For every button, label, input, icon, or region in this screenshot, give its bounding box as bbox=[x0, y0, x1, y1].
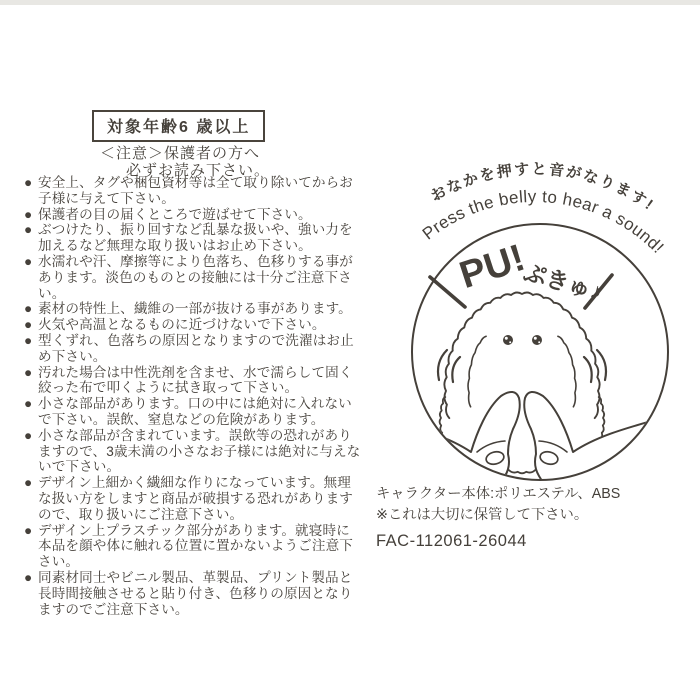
warning-list-item bbox=[24, 301, 362, 317]
keep-note-text: ※これは大切に保管して下さい。 bbox=[376, 507, 589, 523]
bullet-icon: ● bbox=[24, 222, 33, 238]
eye-left bbox=[503, 335, 513, 345]
bullet-icon: ● bbox=[24, 475, 33, 491]
bullet-icon: ● bbox=[24, 175, 33, 190]
warning-list-item bbox=[24, 475, 362, 522]
bullet-icon: ● bbox=[24, 301, 33, 317]
warning-list-item bbox=[24, 523, 362, 570]
bullet-icon: ● bbox=[24, 522, 33, 538]
warning-text: 保護者の目の届くところで遊ばせて下さい。 bbox=[38, 206, 312, 222]
head-fluff-outline bbox=[444, 292, 599, 418]
sfx-text-main: PU! bbox=[454, 236, 530, 298]
warning-text: ぶつけたり、振り回すなど乱暴な扱いや、強い力を加えるなど無理な取り扱いはお止め下さい。 bbox=[38, 222, 353, 254]
warning-text: 安全上、タグや梱包資材等は全て取り除いてからお子様に与えて下さい。 bbox=[38, 175, 353, 206]
arc-text-jp: おなかを押すと音がなります! bbox=[428, 160, 658, 215]
sound-feature-badge bbox=[365, 158, 700, 492]
material-text: キャラクター本体:ポリエステル、ABS bbox=[376, 486, 621, 502]
warning-list-item bbox=[24, 175, 362, 207]
character-illustration bbox=[383, 292, 661, 492]
notice-title: ＜注意＞保護者の方へ bbox=[100, 145, 261, 162]
bullet-icon: ● bbox=[24, 332, 33, 348]
warning-list-item bbox=[24, 207, 362, 223]
warning-list-item bbox=[24, 333, 362, 365]
warning-text: デザイン上プラスチック部分があります。就寝時に本品を顔や体に触れる位置に置かないようご注意下さい。 bbox=[38, 522, 353, 570]
warning-list-item bbox=[24, 428, 362, 475]
warning-text: 型くずれ、色落ちの原因となりますので洗濯はお止め下さい。 bbox=[38, 332, 354, 364]
warning-text: 小さな部品が含まれています。誤飲等の恐れがありますので、3歳未満の小さなお子様には絶対に与えないで下さい。 bbox=[38, 427, 361, 475]
warning-text: 同素材同士やビニル製品、革製品、プリント製品と長時間接触させると貼り付き、色移りの原因となりますのでご注意下さい。 bbox=[38, 569, 353, 617]
eye-right bbox=[532, 335, 542, 345]
bullet-icon: ● bbox=[24, 364, 33, 380]
notice-subtitle: 必ずお読み下さい。 bbox=[126, 162, 271, 179]
warning-list-item bbox=[24, 396, 362, 428]
warning-text: 小さな部品があります。口の中には絶対に入れないで下さい。誤飲、窒息などの危険があります。 bbox=[38, 396, 352, 427]
bullet-icon: ● bbox=[24, 253, 33, 269]
cheek-line-right bbox=[558, 336, 576, 407]
warnings-list bbox=[24, 175, 362, 617]
age-limit-text: 対象年齢6 歳以上 bbox=[107, 119, 251, 136]
footer-block bbox=[376, 484, 620, 552]
warning-list-item bbox=[24, 317, 362, 333]
bullet-icon: ● bbox=[24, 396, 33, 412]
warning-text: 水濡れや汗、摩擦等により色落ち、色移りする事があります。淡色のものとの接触には十分ご注意下さい。 bbox=[38, 253, 353, 301]
cheek-line-left bbox=[468, 336, 486, 407]
warning-list-item bbox=[24, 365, 362, 397]
bullet-icon: ● bbox=[24, 569, 33, 585]
sfx-text-sub: ぷきゅ♪ bbox=[520, 259, 606, 305]
warning-list-item bbox=[24, 254, 362, 301]
bullet-icon: ● bbox=[24, 317, 33, 333]
age-limit-box bbox=[92, 110, 265, 142]
warning-text: 火気や高温となるものに近づけないで下さい。 bbox=[38, 317, 326, 333]
emphasis-slash-left bbox=[430, 277, 465, 307]
scan-top-strip bbox=[0, 0, 700, 5]
warning-list-item bbox=[24, 222, 362, 254]
warning-text: 汚れた場合は中性洗剤を含ませ、水で濡らして固く絞った布で叩くように拭き取って下さい。 bbox=[38, 364, 353, 396]
product-code: FAC-112061-26044 bbox=[376, 532, 527, 550]
arc-text-en: Press the belly to hear a sound! bbox=[418, 186, 668, 258]
warning-text: 素材の特性上、繊維の一部が抜ける事があります。 bbox=[38, 301, 352, 317]
bullet-icon: ● bbox=[24, 427, 33, 443]
warning-text: デザイン上細かく繊細な作りになっています。無理な扱い方をしますと商品が破損する恐れがありますので、取り扱いにご注意下さい。 bbox=[38, 475, 353, 522]
bullet-icon: ● bbox=[24, 206, 33, 222]
warning-list-item bbox=[24, 570, 362, 617]
